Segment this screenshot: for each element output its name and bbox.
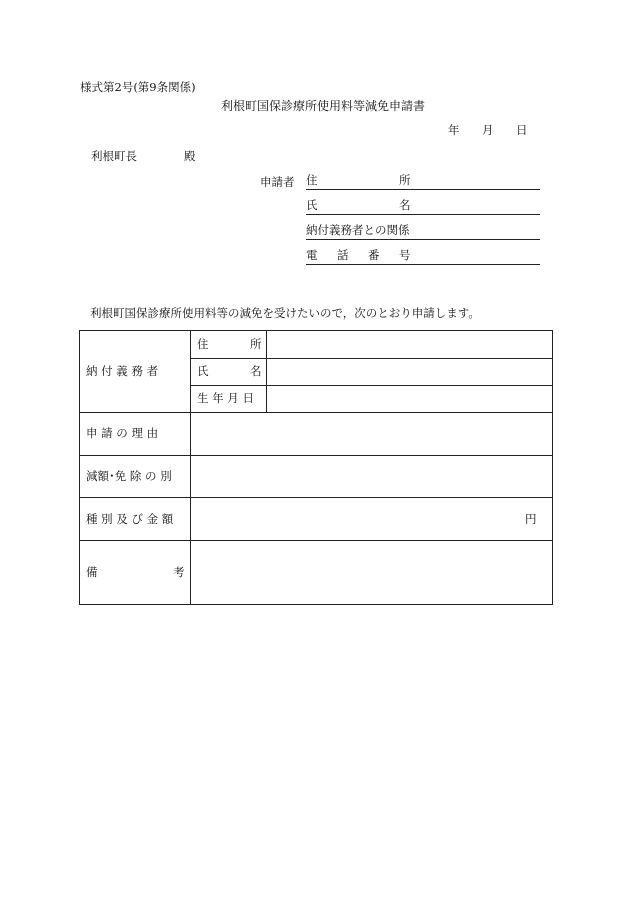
amount-label: 種 別 及 び 金 額 [86, 512, 174, 526]
date-year-label: 年 [448, 123, 460, 137]
applicant-name-label-2: 名 [399, 198, 411, 212]
applicant-name-label-1: 氏 [306, 198, 318, 212]
date-day-label: 日 [516, 123, 528, 137]
reduction-type-input[interactable] [191, 455, 551, 495]
remarks-label-1: 備 [86, 565, 98, 579]
applicant-relation-field[interactable] [306, 225, 540, 240]
reason-input[interactable] [191, 412, 551, 453]
payer-name-input[interactable] [267, 358, 551, 383]
addressee-honorific: 殿 [184, 149, 196, 163]
applicant-phone-label-4: 号 [399, 248, 411, 262]
payer-address-input[interactable] [347, 662, 630, 687]
remarks-input[interactable] [191, 540, 551, 603]
reason-label: 申 請 の 理 由 [86, 426, 159, 440]
payer-birth-label: 生 年 月 日 [197, 391, 254, 405]
payer-address-label-2: 所 [250, 337, 262, 351]
applicant-label: 申請者 [260, 175, 295, 189]
reduction-type-label: 減額･免 除 の 別 [86, 469, 172, 483]
applicant-phone-field[interactable] [306, 250, 540, 265]
applicant-address-field[interactable] [306, 175, 540, 190]
date-month-label: 月 [482, 123, 494, 137]
applicant-relation-label: 納付義務者との関係 [306, 223, 410, 237]
form-number: 様式第2号(第9条関係) [80, 80, 196, 94]
payer-address-label-1: 住 [197, 337, 209, 351]
addressee-name: 利根町長 [91, 149, 137, 163]
amount-unit: 円 [525, 512, 537, 526]
applicant-name-field[interactable] [306, 200, 540, 215]
remarks-label-2: 考 [173, 565, 185, 579]
payer-name-label-1: 氏 [197, 364, 209, 378]
applicant-address-label-1: 住 [306, 173, 318, 187]
intro-text: 利根町国保診療所使用料等の減免を受けたいので，次のとおり申請します。 [90, 306, 480, 320]
applicant-phone-label-2: 話 [337, 248, 349, 262]
payer-label: 納 付 義 務 者 [86, 364, 159, 378]
payer-name-label-2: 名 [250, 364, 262, 378]
payer-birth-input[interactable] [267, 385, 551, 410]
applicant-address-label-2: 所 [399, 173, 411, 187]
amount-input[interactable] [191, 497, 521, 538]
page-title: 利根町国保診療所使用料等減免申請書 [221, 99, 426, 113]
applicant-phone-label-3: 番 [368, 248, 380, 262]
applicant-phone-label-1: 電 [306, 248, 318, 262]
